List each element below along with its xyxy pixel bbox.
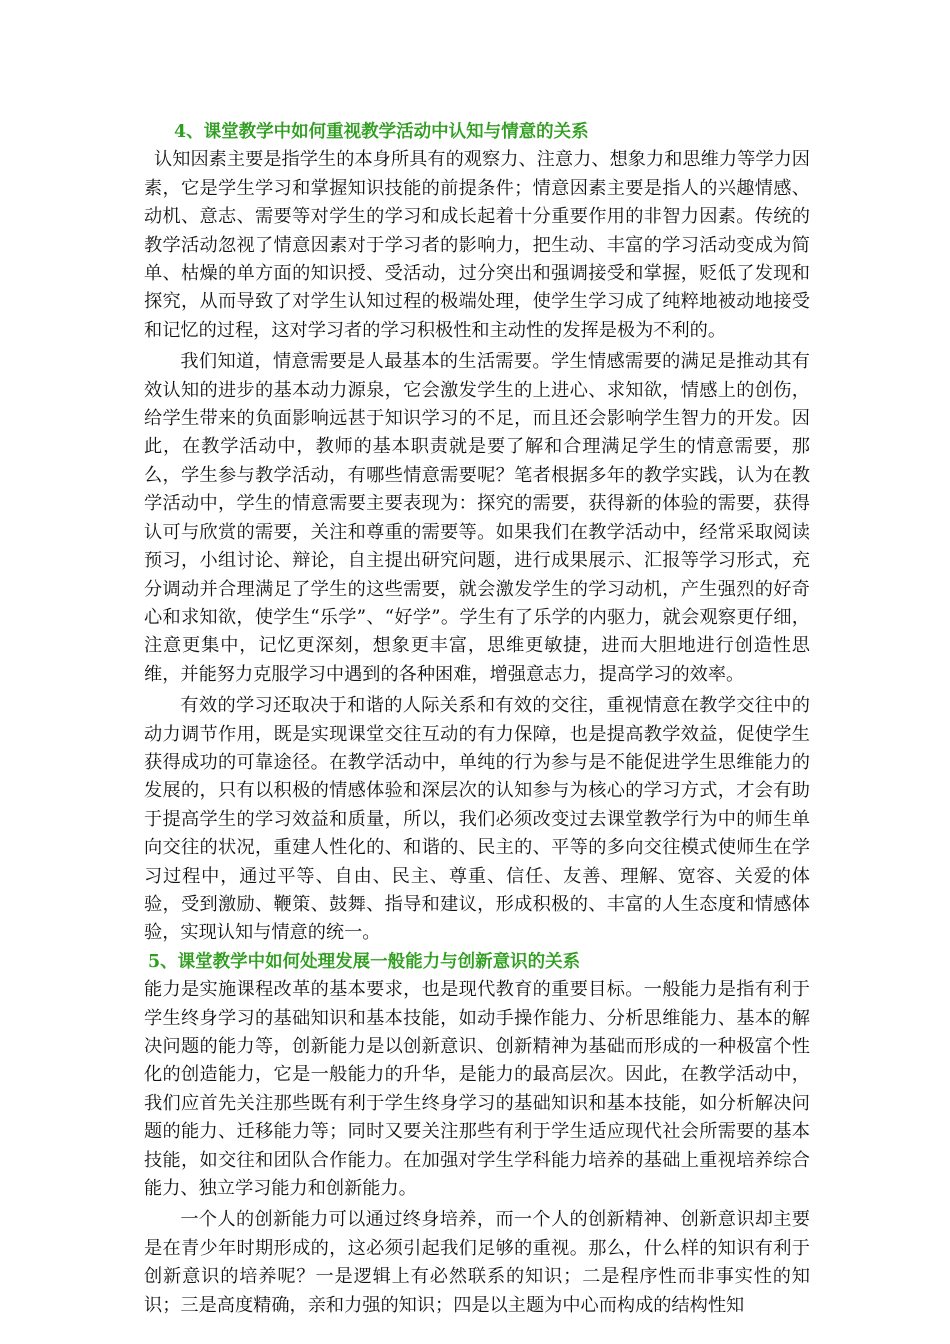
section-5-paragraph-1: 能力是实施课程改革的基本要求，也是现代教育的重要目标。一般能力是指有利于学生终身学习的基础知识和基本技能，如动手操作能力、分析思维能力、基本的解决问题的能力等，创新能力是以创新意识、创新精神为基础而形成的一种极富个性化的创造能力，它是一般能力的升华，是能力的最高层次。因此，在教学活动中，我们应首先关注那些既有利于学生终身学习的基础知识和基本技能，如分析解决问题的能力、迁移能力等；同时又要关注那些有利于学生适应现代社会所需要的基本技能，如交往和团队合作能力。在加强对学生学科能力培养的基础上重视培养综合能力、独立学习能力和创新能力。 <box>144 979 810 1200</box>
document-page <box>144 118 810 1320</box>
section-4-paragraph-2: 我们知道，情意需要是人最基本的生活需要。学生情感需要的满足是推动其有效认知的进步的基本动力源泉，它会激发学生的上进心、求知欲，情感上的创伤，给学生带来的负面影响远甚于知识学习的不足，而且还会影响学生智力的开发。因此，在教学活动中，教师的基本职责就是要了解和合理满足学生的情意需要，那么，学生参与教学活动，有哪些情意需要呢？笔者根据多年的教学实践，认为在教学活动中，学生的情意需要主要表现为：探究的需要，获得新的体验的需要，获得认可与欣赏的需要，关注和尊重的需要等。如果我们在教学活动中，经常采取阅读预习，小组讨论、辩论，自主提出研究问题，进行成果展示、汇报等学习形式，充分调动并合理满足了学生的这些需要，就会激发学生的学习动机，产生强烈的好奇心和求知欲，使学生“乐学”、“好学”。学生有了乐学的内驱力，就会观察更仔细，注意更集中，记忆更深刻，想象更丰富，思维更敏捷，进而大胆地进行创造性思维，并能努力克服学习中遇到的各种困难，增强意志力，提高学习的效率。 <box>144 351 810 685</box>
section-5-heading: 5、课堂教学中如何处理发展一般能力与创新意识的关系 <box>148 951 581 972</box>
section-5-paragraph-2: 一个人的创新能力可以通过终身培养，而一个人的创新精神、创新意识却主要是在青少年时期形成的，这必须引起我们足够的重视。那么，什么样的知识有利于创新意识的培养呢？一是逻辑上有必然联系的知识；二是程序性而非事实性的知识；三是高度精确，亲和力强的知识；四是以主题为中心而构成的结构性知 <box>144 1209 810 1316</box>
section-4-paragraph-1: 认知因素主要是指学生的本身所具有的观察力、注意力、想象力和思维力等学力因素，它是学生学习和掌握知识技能的前提条件；情意因素主要是指人的兴趣情感、动机、意志、需要等对学生的学习和成长起着十分重要作用的非智力因素。传统的教学活动忽视了情意因素对于学习者的影响力，把生动、丰富的学习活动变成为简单、枯燥的单方面的知识授、受活动，过分突出和强调接受和掌握，贬低了发现和探究，从而导致了对学生认知过程的极端处理，使学生学习成了纯粹地被动地接受和记忆的过程，这对学习者的学习积极性和主动性的发挥是极为不利的。 <box>144 149 810 341</box>
section-4-heading: 4、课堂教学中如何重视教学活动中认知与情意的关系 <box>174 122 589 142</box>
section-4-paragraph-3: 有效的学习还取决于和谐的人际关系和有效的交往，重视情意在教学交往中的动力调节作用，既是实现课堂交往互动的有力保障，也是提高教学效益，促使学生获得成功的可靠途径。在教学活动中，单纯的行为参与是不能促进学生思维能力的发展的，只有以积极的情感体验和深层次的认知参与为核心的学习方式，才会有助于提高学生的学习效益和质量，所以，我们必须改变过去课堂教学行为中的师生单向交往的状况，重建人性化的、和谐的、民主的、平等的多向交往模式使师生在学习过程中，通过平等、自由、民主、尊重、信任、友善、理解、宽容、关爱的体验，受到激励、鞭策、鼓舞、指导和建议，形成积极的、丰富的人生态度和情感体验，实现认知与情意的统一。 <box>144 695 810 944</box>
